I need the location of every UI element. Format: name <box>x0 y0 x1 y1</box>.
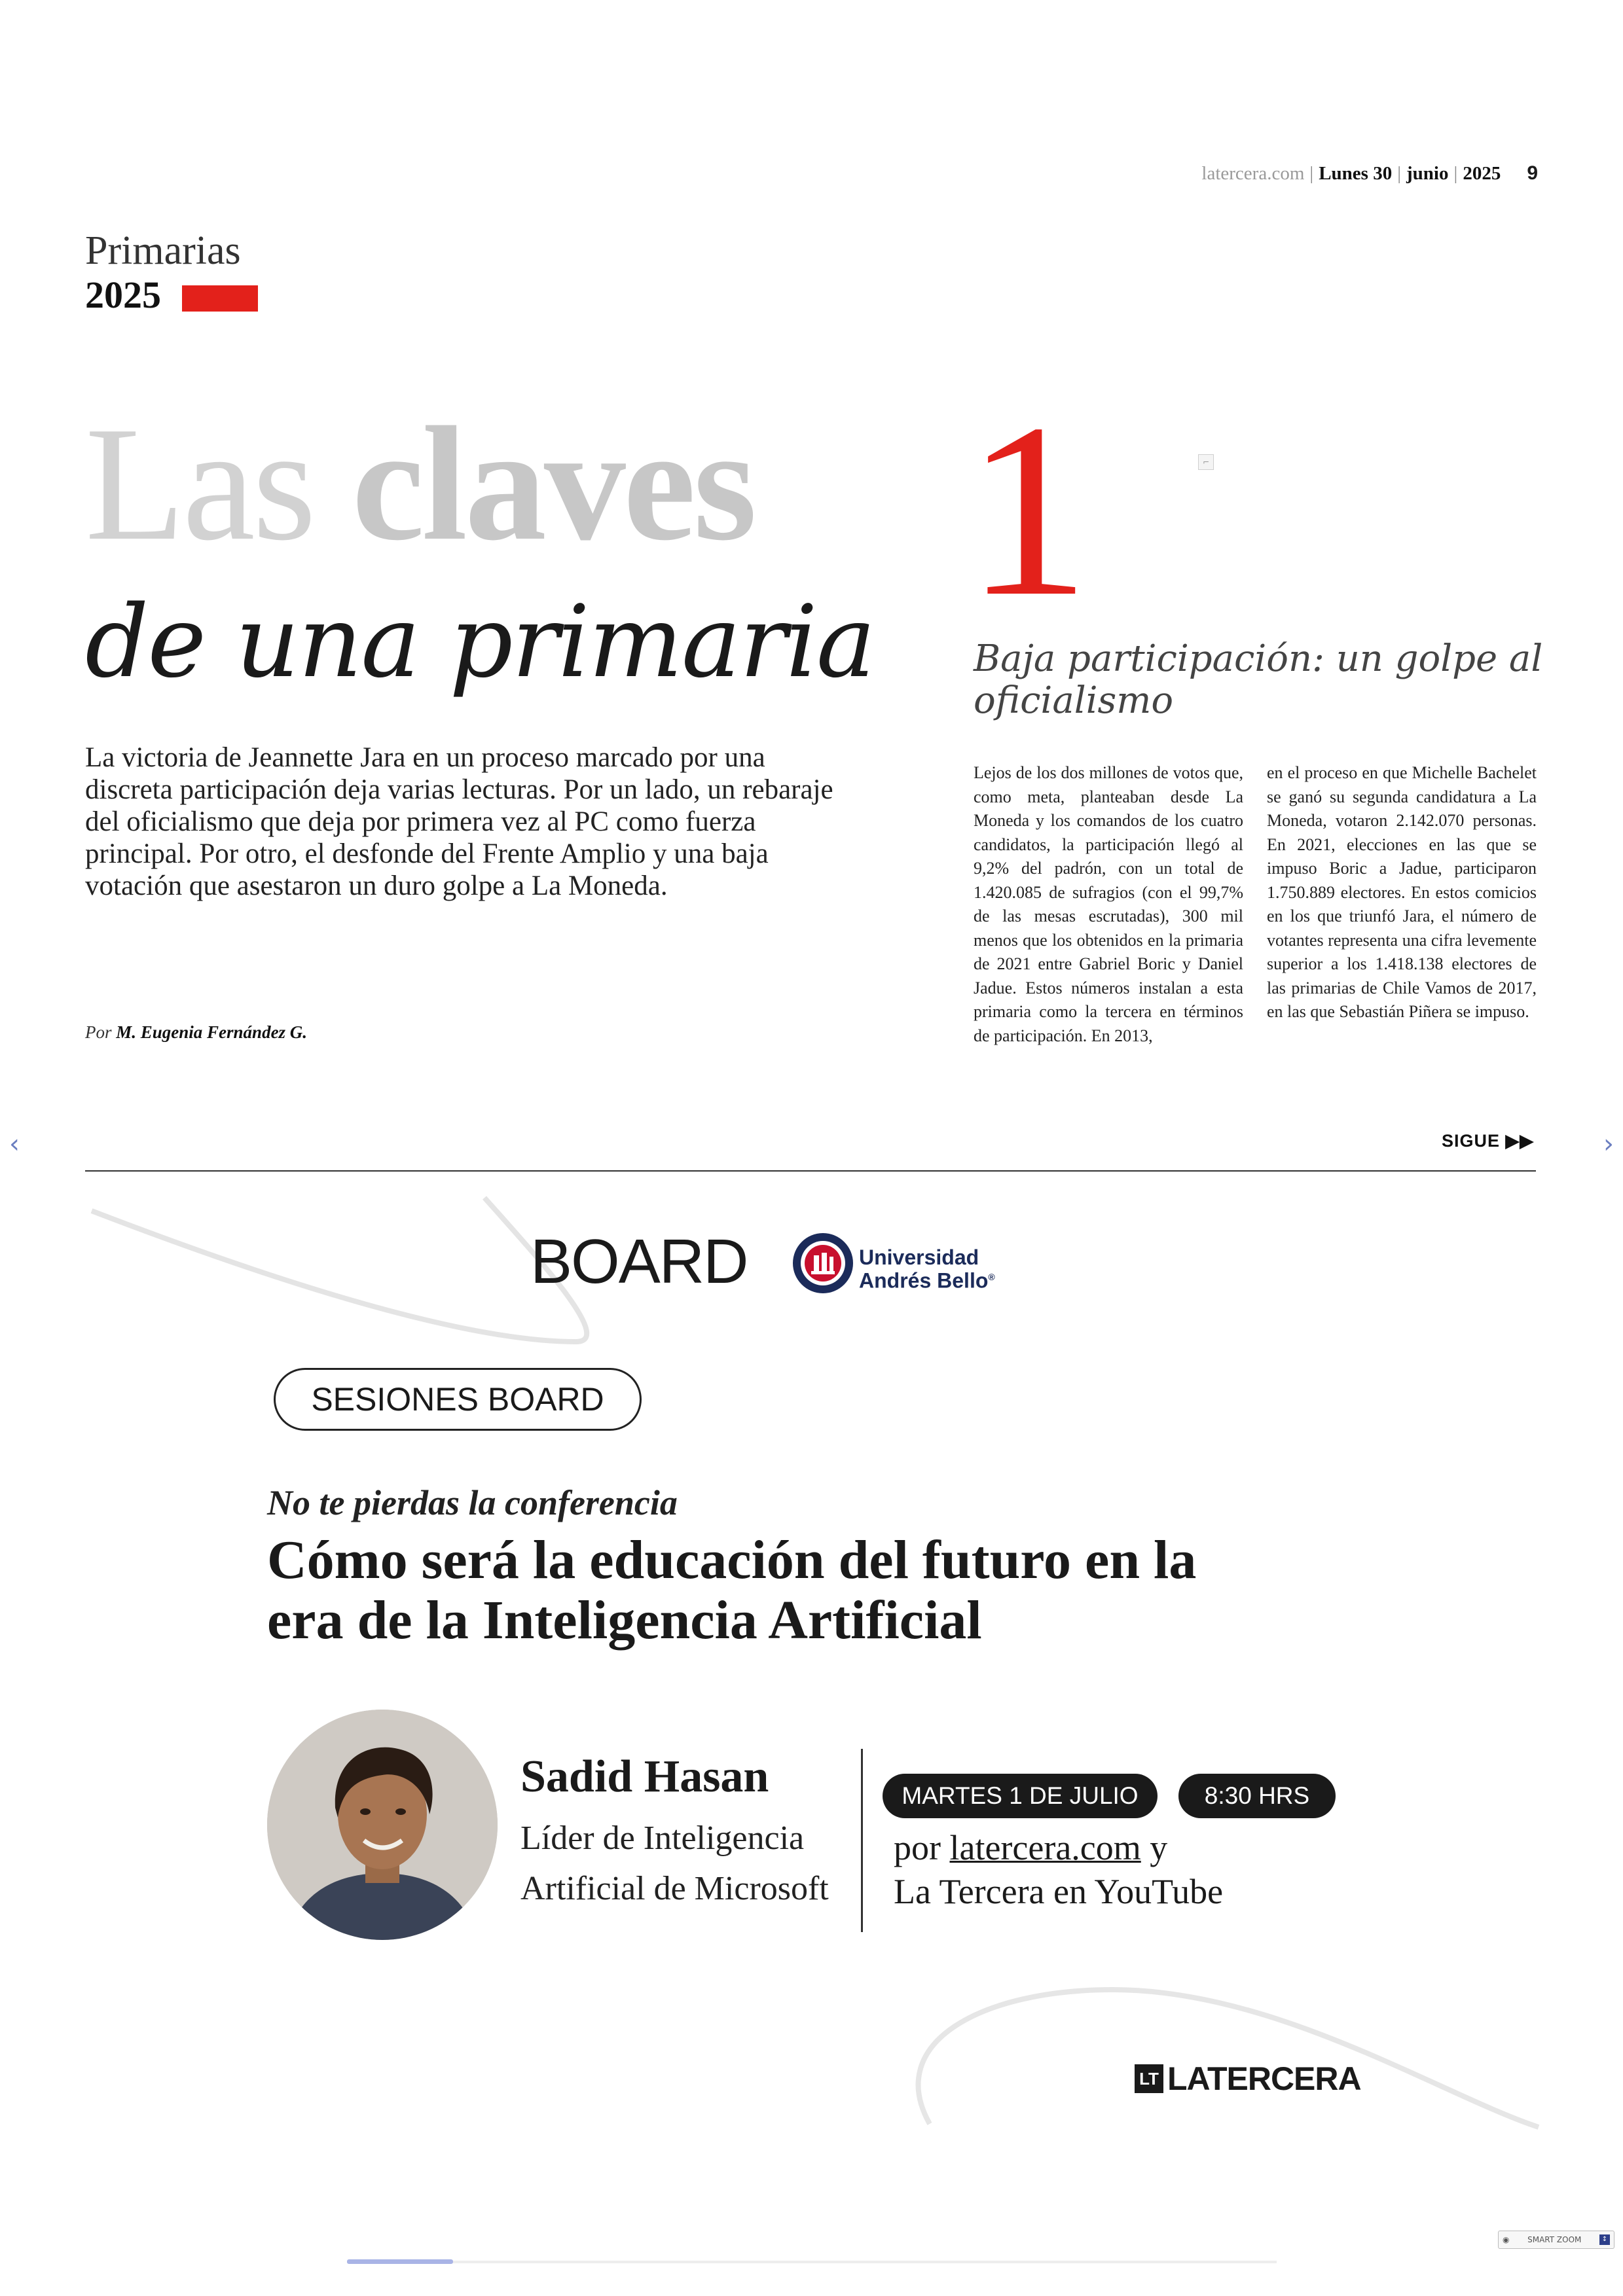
latercera-logo-mark: LT <box>1135 2064 1163 2093</box>
latercera-logo-word: LATERCERA <box>1167 2060 1361 2097</box>
article-column-2: en el proceso en que Michelle Bachelet se ganó su segunda candidatura a La Moneda, votaron 2.142.070 personas. En 2021, elecciones en las que se impuso Boric a Jadue, participaron 1.750.889 electores. En estos comicios en los que triunfó Jara, el número de votantes representa una cifra levemente superior a los 1.418.138 electores de las primarias de Chile Vamos de 2017, en las que Sebastián Piñera se impuso. <box>1267 763 1537 1021</box>
via-prefix: por <box>894 1828 941 1867</box>
headline-title <box>85 393 755 575</box>
university-name-line1: Universidad <box>859 1246 979 1269</box>
zoom-badge-icon: ↕ <box>1599 2234 1610 2245</box>
via-youtube: La Tercera en YouTube <box>894 1872 1224 1911</box>
section-year: 2025 <box>85 274 161 316</box>
page-progress-track[interactable] <box>347 2261 1277 2263</box>
section-divider <box>85 1170 1536 1172</box>
point-number: 1 <box>966 372 1090 648</box>
page-progress-thumb[interactable] <box>347 2259 453 2264</box>
article-lead: La victoria de Jeannette Jara en un proceso marcado por una discreta participación deja varias lecturas. Por un lado, un rebaraje del oficialismo que deja por primera vez al PC como fuerza principal. Por otro, el desfonde del Frente Amplio y una baja votación que asestaron un duro golpe a La Moneda. <box>85 742 833 901</box>
ad-kicker: No te pierdas la conferencia <box>267 1483 678 1522</box>
byline-author: M. Eugenia Fernández G. <box>116 1022 308 1042</box>
header-site: latercera.com <box>1201 163 1305 184</box>
header-month: junio <box>1406 163 1449 184</box>
section-kicker: Primarias <box>85 228 241 273</box>
section-accent-bar <box>182 285 258 312</box>
speaker-avatar <box>267 1710 498 1940</box>
via-suffix: y <box>1150 1828 1168 1867</box>
smart-zoom-button[interactable] <box>1498 2231 1614 2249</box>
speaker-name: Sadid Hasan <box>520 1751 769 1802</box>
university-emblem-icon <box>790 1230 856 1296</box>
registered-mark: ® <box>988 1272 995 1282</box>
image-placeholder-icon: ⌐ <box>1198 454 1214 470</box>
byline-prefix: Por <box>85 1022 112 1042</box>
speaker-portrait-icon <box>267 1710 498 1940</box>
smart-zoom-label: SMART ZOOM <box>1527 2235 1582 2244</box>
byline <box>85 1022 307 1043</box>
latercera-logo <box>1135 2060 1361 2097</box>
point-heading: Baja participación: un golpe al oficialismo <box>974 637 1543 722</box>
header-day: Lunes 30 <box>1319 163 1393 184</box>
broadcast-info <box>894 1826 1223 1914</box>
sessions-badge: SESIONES BOARD <box>274 1368 642 1431</box>
prev-page-icon[interactable]: ‹ <box>9 1129 20 1159</box>
university-name-line2: Andrés Bello <box>859 1268 989 1293</box>
next-page-icon[interactable]: › <box>1603 1129 1614 1159</box>
headline-subtitle: de una primaria <box>85 584 875 700</box>
continue-link[interactable]: SIGUE ▶▶ <box>1441 1131 1534 1151</box>
latercera-link[interactable]: latercera.com <box>949 1828 1141 1867</box>
headline-title-light: Las <box>85 393 314 575</box>
ad-vertical-divider <box>861 1749 863 1932</box>
event-time-badge: 8:30 HRS <box>1178 1774 1336 1818</box>
university-name <box>859 1247 995 1291</box>
page-header: latercera.com | Lunes 30 | junio | 2025 9 <box>1201 162 1538 184</box>
conference-title: Cómo será la educación del futuro en la era de la Inteligencia Artificial <box>267 1530 1197 1651</box>
eye-icon: ◉ <box>1503 2235 1510 2244</box>
article-column-1: Lejos de los dos millones de votos que, como meta, planteaban desde La Moneda y los comandos de los cuatro candidatos, la participación llegó al 9,2% del padrón, con un total de 1.420.085 de sufragios (con el 99,7% de las mesas escrutadas), 300 mil menos que los obtenidos en la primaria de 2021 entre Gabriel Boric y Daniel Jadue. Estos números instalan a esta primaria como la tercera en términos de participación. En 2013, <box>974 763 1243 1045</box>
headline-title-bold: claves <box>352 393 755 575</box>
speaker-role: Líder de Inteligencia Artificial de Microsoft <box>520 1820 829 1907</box>
event-date-badge: MARTES 1 DE JULIO <box>883 1774 1158 1818</box>
board-logo: BOARD <box>530 1227 748 1297</box>
header-year: 2025 <box>1463 163 1501 184</box>
ad-decorative-swoosh <box>0 1178 1623 2160</box>
page-number: 9 <box>1527 162 1538 184</box>
